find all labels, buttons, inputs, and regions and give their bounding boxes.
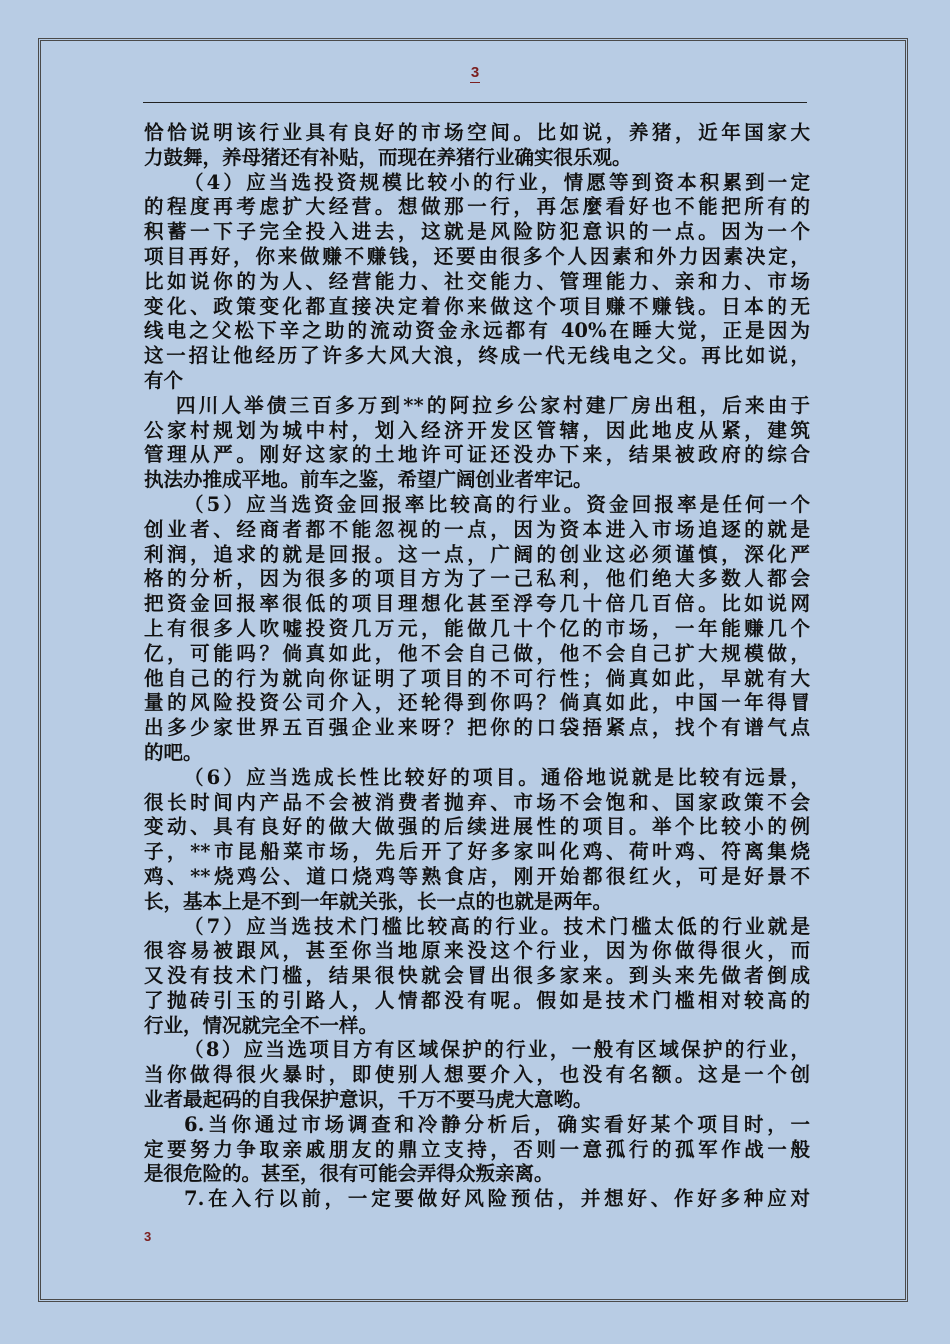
text-line: 7.在入行以前，一定要做好风险预估，并想好、作好多种应对	[184, 1187, 810, 1211]
header-page-number: 3	[470, 64, 480, 81]
text-line: 力鼓舞，养母猪还有补贴，而现在养猪行业确实很乐观。	[144, 145, 632, 169]
text-line: 创业者、经商者都不能忽视的一点，因为资本进入市场追逐的就是	[144, 517, 810, 541]
text-line: 把资金回报率很低的项目理想化甚至浮夸几十倍几百倍。比如说网	[144, 592, 810, 616]
text-line: 积蓄一下子完全投入进去，这就是风险防犯意识的一点。因为一个	[144, 220, 810, 244]
text-line: 四川人举债三百多万到**的阿拉乡公家村建厂房出租，后来由于	[176, 393, 810, 417]
text-line: 亿，可能吗？倘真如此，他不会自己做，他不会自己扩大规模做，	[144, 641, 810, 665]
text-line: 这一招让他经历了许多大风大浪，终成一代无线电之父。再比如说，	[144, 344, 810, 368]
text-line: 很长时间内产品不会被消费者抛弃、市场不会饱和、国家政策不会	[144, 790, 810, 814]
text-line: 很容易被跟风，甚至你当地原来没这个行业，因为你做得很火，而	[144, 939, 810, 963]
text-line: 是很危险的。甚至，很有可能会弄得众叛亲离。	[144, 1162, 554, 1186]
text-line: 出多少家世界五百强企业来呀？把你的口袋捂紧点，找个有谱气点	[144, 716, 810, 740]
text-line: （6）应当选成长性比较好的项目。通俗地说就是比较有远景，	[184, 765, 810, 789]
text-line: 又没有技术门槛，结果很快就会冒出很多家来。到头来先做者倒成	[144, 964, 810, 988]
text-line: 比如说你的为人、经营能力、社交能力、管理能力、亲和力、市场	[144, 269, 810, 293]
text-line: 业者最起码的自我保护意识，千万不要马虎大意哟。	[144, 1088, 593, 1112]
text-line: 利润，追求的就是回报。这一点，广阔的创业这必须谨慎，深化严	[144, 542, 810, 566]
text-line: （8）应当选项目方有区域保护的行业，一般有区域保护的行业，	[184, 1038, 810, 1062]
text-line: （4）应当选投资规模比较小的行业，情愿等到资本积累到一定	[184, 170, 810, 194]
text-line: 鸡、**烧鸡公、道口烧鸡等熟食店，刚开始都很红火，可是好景不	[144, 864, 810, 888]
text-line: 变动、具有良好的做大做强的后续进展性的项目。举个比较小的例	[144, 815, 810, 839]
text-line: 行业，情况就完全不一样。	[144, 1013, 379, 1037]
text-line: 6.当你通过市场调查和冷静分析后，确实看好某个项目时，一	[184, 1112, 810, 1136]
text-line: 管理从严。刚好这家的土地许可证还没办下来，结果被政府的综合	[144, 443, 810, 467]
text-line: 了抛砖引玉的引路人，人情都没有呢。假如是技术门槛相对较高的	[144, 988, 810, 1012]
text-line: 的程度再考虑扩大经营。想做那一行，再怎麼看好也不能把所有的	[144, 195, 810, 219]
text-line: 长，基本上是不到一年就关张，长一点的也就是两年。	[144, 889, 613, 913]
text-line: 项目再好，你来做赚不赚钱，还要由很多个人因素和外力因素决定，	[144, 244, 810, 268]
text-line: 恰恰说明该行业具有良好的市场空间。比如说，养猪，近年国家大	[144, 121, 810, 144]
text-line: 上有很多人吹嘘投资几万元，能做几十个亿的市场，一年能赚几个	[144, 616, 810, 640]
footer-page-number: 3	[144, 1229, 152, 1244]
text-line: 定要努力争取亲戚朋友的鼎立支持，否则一意孤行的孤军作战一般	[144, 1137, 810, 1161]
text-line: 线电之父松下辛之助的流动资金永远都有 40%在睡大觉，正是因为	[144, 319, 810, 343]
text-line: （5）应当选资金回报率比较高的行业。资金回报率是任何一个	[184, 492, 810, 516]
text-line: 有个	[144, 368, 184, 392]
text-line: 他自己的行为就向你证明了项目的不可行性；倘真如此，早就有大	[144, 666, 810, 690]
text-line: 格的分析，因为很多的项目方为了一己私利，他们绝大多数人都会	[144, 567, 810, 591]
text-line: 变化、政策变化都直接决定着你来做这个项目赚不赚钱。日本的无	[144, 294, 810, 318]
document-body	[144, 121, 810, 1212]
header-rule	[143, 102, 807, 103]
text-line: 执法办推成平地。前车之鉴，希望广阔创业者牢记。	[144, 468, 593, 492]
text-line: （7）应当选技术门槛比较高的行业。技术门槛太低的行业就是	[184, 914, 810, 938]
text-line: 当你做得很火暴时，即使别人想要介入，也没有名额。这是一个创	[144, 1063, 810, 1087]
text-line: 量的风险投资公司介入，还轮得到你吗？倘真如此，中国一年得冒	[144, 691, 810, 715]
text-line: 的吧。	[144, 740, 203, 764]
text-line: 子，**市昆船菜市场，先后开了好多家叫化鸡、荷叶鸡、符离集烧	[144, 840, 810, 864]
text-line: 公家村规划为城中村，划入经济开发区管辖，因此地皮从紧，建筑	[144, 418, 810, 442]
